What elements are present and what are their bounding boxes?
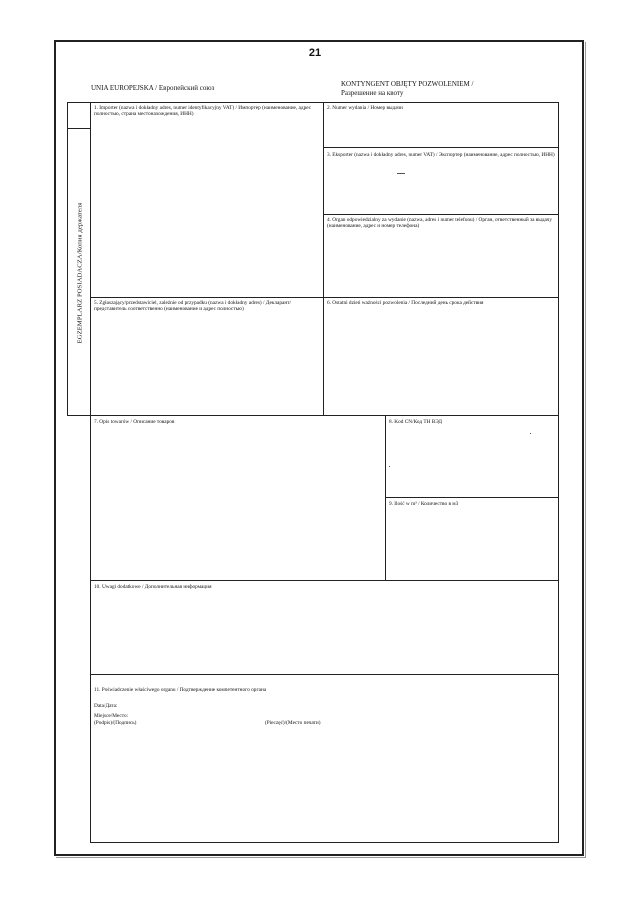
- field-8-label: 8. Kod CN/Код ТН ВЭД: [389, 419, 442, 425]
- scan-speck: [397, 173, 405, 174]
- side-strip-top: [67, 102, 91, 129]
- field-4-box[interactable]: [323, 214, 559, 298]
- header-right-line1: KONTYNGENT OBJĘTY POZWOLENIEM /: [341, 80, 474, 88]
- field-9-label: 9. Ilość w m³ / Количество в м3: [389, 501, 459, 507]
- field-7-label: 7. Opis towarów / Описание товаров: [94, 419, 175, 425]
- field-7-box[interactable]: [90, 415, 386, 581]
- field-5-label: 5. Zgłaszający/przedstawiciel, zależnie od przypadku (nazwa i dokładny adres) / Декларант/представитель соответственно (наименование и адрес полностью): [94, 300, 291, 313]
- field-1-box[interactable]: [90, 102, 324, 298]
- field-11-label: 11. Poświadczenie właściwego organu / Подтверждение компетентного органа: [94, 687, 267, 693]
- scan-speck: [389, 466, 390, 467]
- field-5-box[interactable]: [90, 297, 324, 416]
- field-9-box[interactable]: [385, 497, 559, 581]
- field-3-label: 3. Eksporter (nazwa i dokładny adres, numer VAT) / Экспортер (наименование, адрес полностью, ИНН): [327, 152, 555, 158]
- stamp-label: (Pieczęć)/(Место печати): [265, 720, 321, 726]
- page-number: 21: [308, 47, 322, 59]
- date-label: Data/Дата:: [94, 703, 118, 709]
- field-4-label: 4. Organ odpowiedzialny za wydanie (nazwa, adres i numer telefonu) / Орган, ответственный за выдачу (наименование, адрес и номер телефона): [327, 217, 552, 230]
- field-8-box[interactable]: [385, 415, 559, 498]
- side-strip: [67, 128, 91, 416]
- field-6-label: 6. Ostatni dzień ważności pozwolenia / Последний день срока действия: [327, 300, 484, 306]
- field-1-label: 1. Importer (nazwa i dokładny adres, numer identyfikacyjny VAT) / Импортер (наименование, адрес полностью, страна местонахождения, ИНН): [94, 105, 312, 118]
- field-10-box[interactable]: [90, 580, 559, 675]
- header-left: UNIA EUROPEJSKA / Европейский союз: [91, 84, 215, 92]
- field-11-box[interactable]: [90, 674, 559, 843]
- field-10-label: 10. Uwagi dodatkowe / Дополнительная информация: [94, 584, 212, 590]
- field-2-box[interactable]: [323, 102, 559, 148]
- field-3-box[interactable]: [323, 147, 559, 215]
- field-2-label: 2. Numer wydania / Номер выдачи: [327, 105, 403, 111]
- header-right-line2: Разрешение на квоту: [341, 89, 404, 97]
- signature-label: (Podpis)/(Подпись): [94, 720, 137, 726]
- place-label: Miejsce/Место:: [94, 713, 129, 719]
- scan-speck: [530, 433, 531, 434]
- side-label: EGZEMPLARZ POSIADACZA/Копия держателя: [76, 202, 84, 344]
- field-6-box[interactable]: [323, 297, 559, 416]
